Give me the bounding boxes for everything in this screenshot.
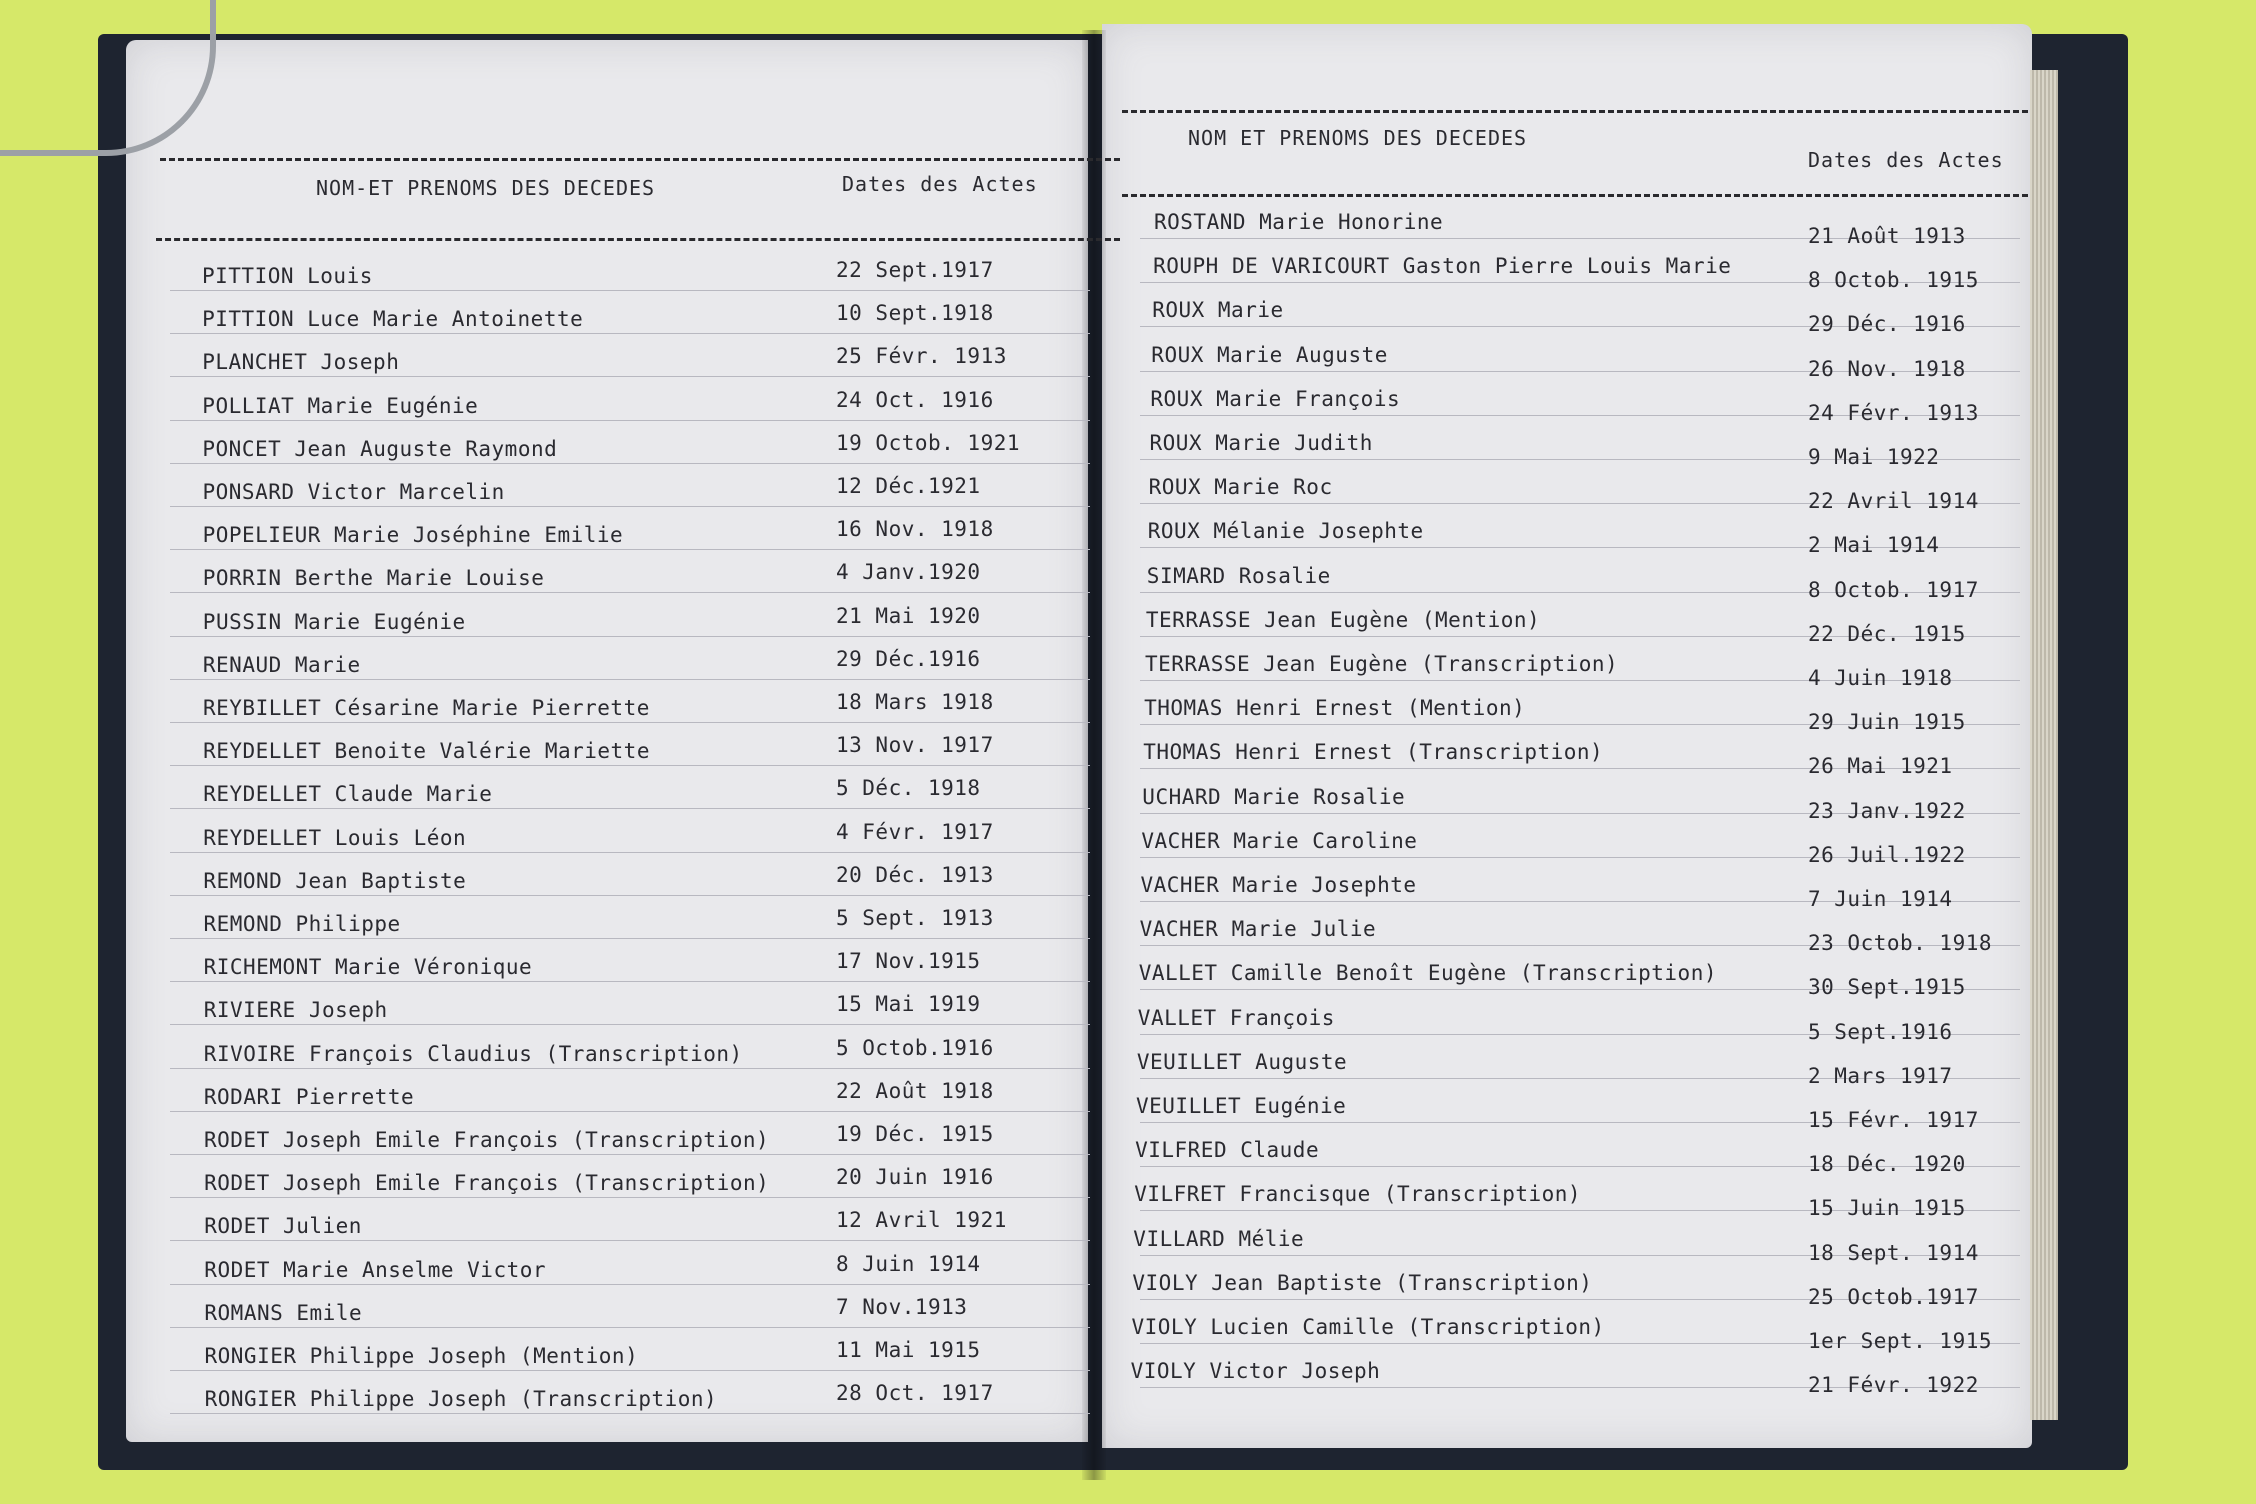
entry-name: RONGIER Philippe Joseph (Transcription) [204,1387,718,1412]
ruled-line [170,1327,1090,1328]
entry-name: ROUX Marie [1152,298,1284,323]
left-header-bottom-rule [156,238,1120,241]
entry-date: 1er Sept. 1915 [1808,1329,1993,1353]
ruled-line [170,506,1090,507]
ruled-line [170,1111,1090,1112]
entry-name: PONCET Jean Auguste Raymond [202,436,558,461]
entry-name: RONGIER Philippe Joseph (Mention) [204,1344,639,1368]
book-spine [1082,30,1106,1480]
ruled-line [170,981,1090,982]
ruled-line [170,808,1090,809]
entry-date: 13 Nov. 1917 [836,733,994,758]
ruled-line [170,592,1090,593]
entry-date: 21 Mai 1920 [836,603,981,628]
entry-date: 28 Oct. 1917 [836,1381,994,1406]
entry-date: 12 Déc.1921 [836,474,981,498]
entry-date: 21 Févr. 1922 [1808,1373,1979,1398]
page-edges [2030,70,2058,1420]
entry-date: 12 Avril 1921 [836,1208,1007,1233]
entry-date: 24 Févr. 1913 [1808,400,1979,425]
entry-name: RODET Julien [204,1214,362,1239]
entry-date: 19 Déc. 1915 [836,1122,994,1146]
ruled-line [170,1068,1090,1069]
entry-date: 4 Janv.1920 [836,560,981,585]
entry-name: VILFRED Claude [1135,1138,1320,1163]
entry-date: 11 Mai 1915 [836,1338,981,1362]
ruled-line [170,895,1090,896]
right-header-top-rule [1122,110,2028,113]
entry-name: RICHEMONT Marie Véronique [203,955,533,980]
entry-name: VIOLY Lucien Camille (Transcription) [1131,1315,1605,1339]
entry-name: TERRASSE Jean Eugène (Mention) [1145,607,1541,632]
entry-name: ROUX Marie Judith [1149,431,1373,455]
entry-date: 9 Mai 1922 [1808,445,1940,469]
entry-date: 18 Mars 1918 [836,690,994,714]
entry-name: VEUILLET Eugénie [1136,1094,1347,1118]
entry-name: ROUPH DE VARICOURT Gaston Pierre Louis Marie [1153,254,1732,279]
entry-name: VACHER Marie Josephte [1140,873,1417,897]
entry-date: 15 Mai 1919 [836,992,981,1017]
entry-name: ROMANS Emile [204,1300,363,1325]
ruled-line [170,636,1090,637]
ruled-line [170,290,1090,291]
entry-date: 8 Octob. 1915 [1808,268,1979,293]
right-header-bottom-rule [1122,194,2028,197]
ruled-line [170,333,1090,334]
entry-name: RODARI Pierrette [203,1084,415,1109]
ruled-line [170,765,1090,766]
ruled-line [170,549,1090,550]
ruled-line [170,1197,1090,1198]
entry-name: VIOLY Victor Joseph [1130,1359,1381,1384]
entry-name: REYDELLET Louis Léon [203,825,467,850]
entry-date: 15 Févr. 1917 [1808,1108,1979,1132]
entry-date: 18 Déc. 1920 [1808,1152,1966,1177]
left-header-dates: Dates des Actes [842,172,1038,196]
entry-name: THOMAS Henri Ernest (Transcription) [1143,740,1604,765]
entry-date: 7 Nov.1913 [836,1294,968,1319]
entry-name: TERRASSE Jean Eugène (Transcription) [1145,652,1619,676]
entry-name: REYDELLET Claude Marie [203,782,493,807]
entry-name: VILLARD Mélie [1133,1226,1305,1251]
entry-date: 10 Sept.1918 [836,301,994,326]
entry-date: 29 Déc. 1916 [1808,312,1966,337]
entry-name: REYDELLET Benoite Valérie Mariette [203,739,650,764]
entry-name: PITTION Louis [202,264,373,288]
right-header-dates: Dates des Actes [1808,148,2004,172]
entry-date: 22 Déc. 1915 [1808,621,1966,646]
entry-date: 30 Sept.1915 [1808,975,1966,1000]
entry-name: VILFRET Francisque (Transcription) [1134,1182,1582,1207]
entry-date: 22 Avril 1914 [1808,489,1979,514]
entry-date: 8 Octob. 1917 [1808,577,1979,602]
entry-date: 18 Sept. 1914 [1808,1240,1979,1265]
entry-name: ROUX Mélanie Josephte [1147,519,1424,544]
entry-date: 25 Octob.1917 [1808,1284,1979,1309]
entry-name: THOMAS Henri Ernest (Mention) [1144,696,1526,721]
entry-date: 21 Août 1913 [1808,224,1966,248]
ruled-line [170,938,1090,939]
entry-date: 20 Juin 1916 [836,1165,994,1190]
entry-date: 23 Octob. 1918 [1808,931,1993,956]
entry-name: RODET Marie Anselme Victor [204,1257,547,1282]
entry-date: 22 Août 1918 [836,1078,994,1103]
entry-date: 4 Juin 1918 [1808,666,1953,690]
entry-date: 7 Juin 1914 [1808,887,1953,911]
entry-name: POPELIEUR Marie Joséphine Emilie [202,523,624,548]
entry-date: 5 Sept. 1913 [836,906,994,930]
entry-date: 24 Oct. 1916 [836,387,994,412]
ruled-line [170,463,1090,464]
ruled-line [170,679,1090,680]
entry-date: 5 Sept.1916 [1808,1019,1953,1044]
entry-name: POLLIAT Marie Eugénie [202,393,479,418]
ruled-line [170,722,1090,723]
entry-date: 16 Nov. 1918 [836,517,994,542]
ruled-line [170,852,1090,853]
left-header-names: NOM-ET PRENOMS DES DECEDES [316,176,656,200]
entry-date: 19 Octob. 1921 [836,430,1021,455]
entry-name: RIVOIRE François Claudius (Transcription) [203,1041,743,1066]
entry-date: 17 Nov.1915 [836,949,981,974]
entry-date: 5 Déc. 1918 [836,776,981,801]
entry-name: REMOND Philippe [203,912,401,936]
entry-date: 26 Mai 1921 [1808,754,1953,779]
entry-name: VACHER Marie Julie [1139,917,1377,942]
entry-date: 5 Octob.1916 [836,1035,994,1060]
ruled-line [170,1154,1090,1155]
entry-name: ROUX Marie Auguste [1151,342,1388,367]
entry-date: 29 Juin 1915 [1808,710,1966,735]
entry-date: 23 Janv.1922 [1808,798,1966,823]
entry-name: VALLET François [1137,1005,1335,1030]
entry-name: PITTION Luce Marie Antoinette [202,307,584,332]
entry-date: 26 Nov. 1918 [1808,356,1966,381]
ruled-line [170,420,1090,421]
ruled-line [170,376,1090,377]
entry-name: VIOLY Jean Baptiste (Transcription) [1132,1270,1593,1295]
entry-name: PLANCHET Joseph [202,350,400,375]
entry-name: VALLET Camille Benoît Eugène (Transcription) [1138,961,1717,986]
entry-date: 8 Juin 1914 [836,1251,981,1276]
entry-name: SIMARD Rosalie [1146,563,1331,588]
ruled-line [170,1370,1090,1371]
entry-date: 15 Juin 1915 [1808,1196,1966,1221]
entry-name: RIVIERE Joseph [203,998,388,1023]
entry-name: VEUILLET Auguste [1136,1049,1348,1074]
entry-name: REYBILLET Césarine Marie Pierrette [203,696,650,720]
left-header-top-rule [160,158,1120,161]
entry-date: 2 Mars 1917 [1808,1063,1953,1088]
entry-date: 22 Sept.1917 [836,258,994,282]
right-header-names: NOM ET PRENOMS DES DECEDES [1188,126,1528,150]
entry-name: PONSARD Victor Marcelin [202,480,505,504]
entry-date: 26 Juil.1922 [1808,842,1966,867]
entry-name: ROUX Marie François [1150,386,1401,411]
ruled-line [170,1240,1090,1241]
entry-name: VACHER Marie Caroline [1141,828,1418,853]
entry-date: 2 Mai 1914 [1808,533,1940,558]
entry-name: ROSTAND Marie Honorine [1154,210,1444,234]
entry-name: RODET Joseph Emile François (Transcription) [204,1171,770,1196]
ruled-line [170,1284,1090,1285]
entry-name: UCHARD Marie Rosalie [1142,784,1406,809]
entry-name: PUSSIN Marie Eugénie [202,609,466,634]
entry-name: REMOND Jean Baptiste [203,868,467,893]
entry-date: 25 Févr. 1913 [836,344,1007,369]
entry-date: 29 Déc.1916 [836,646,981,671]
entry-date: 4 Févr. 1917 [836,819,994,844]
entry-name: RENAUD Marie [202,652,361,677]
entry-name: ROUX Marie Roc [1148,475,1333,500]
entry-date: 20 Déc. 1913 [836,862,994,887]
entry-name: PORRIN Berthe Marie Louise [202,566,545,591]
entry-name: RODET Joseph Emile François (Transcription) [204,1128,770,1152]
ruled-line [170,1413,1090,1414]
ruled-line [170,1024,1090,1025]
